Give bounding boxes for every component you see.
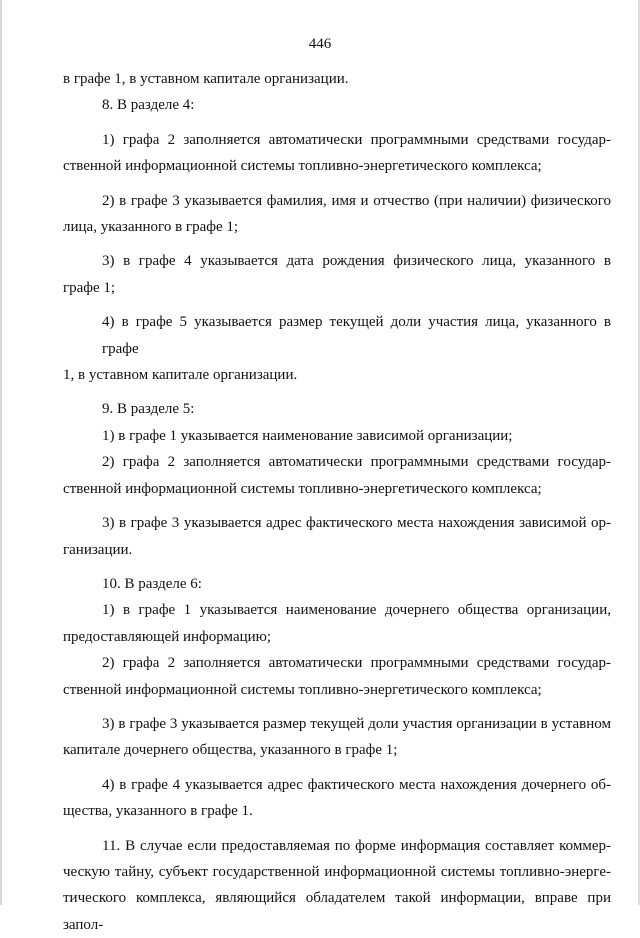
text-line: ственной информационной системы топливно-энергетического комплекса; (63, 480, 542, 497)
text-line: ственной информационной системы топливно-энергетического комплекса; (63, 158, 542, 175)
text-line: в графе 1, в уставном капитале организации. (63, 71, 349, 87)
text-line: графе 1; (63, 279, 116, 296)
text-line: 2) графа 2 заполняется автоматически программными средствами государ- (102, 655, 611, 672)
text-line: тического комплекса, являющийся обладателем такой информации, вправе при запол- (63, 890, 611, 933)
text-line: 4) в графе 4 указывается адрес фактического места нахождения дочернего об- (102, 776, 611, 793)
page-number: 446 (308, 36, 332, 52)
text-line: 1) графа 2 заполняется автоматически программными средствами государ- (102, 131, 611, 148)
text-line: 1) в графе 1 указывается наименование зависимой организации; (102, 427, 513, 444)
text-line: лица, указанного в графе 1; (63, 219, 239, 236)
text-line: 1) в графе 1 указывается наименование дочернего общества организации, (102, 602, 611, 619)
text-line: ческую тайну, субъект государственной информационной системы топливно-энерге- (63, 863, 611, 880)
text-line: 3) в графе 3 указывается размер текущей доли участия организации в уставном (102, 715, 611, 732)
text-line: 2) в графе 3 указывается фамилия, имя и отчество (при наличии) физического (102, 192, 611, 209)
text-line: 3) в графе 4 указывается дата рождения физического лица, указанного в (102, 253, 611, 270)
document-body (63, 66, 611, 938)
text-line: 1, в уставном капитале организации. (63, 367, 298, 384)
text-line: 3) в графе 3 указывается адрес фактического места нахождения зависимой ор- (102, 515, 611, 532)
text-line: ганизации. (63, 541, 133, 558)
text-line: 11. В случае если предоставляемая по форме информация составляет коммер- (102, 837, 611, 854)
text-line: щества, указанного в графе 1. (63, 803, 253, 820)
scan-edge-left (0, 0, 2, 905)
section-heading: 9. В разделе 5: (102, 401, 195, 418)
text-line: капитале дочернего общества, указанного в графе 1; (63, 742, 398, 759)
section-heading: 10. В разделе 6: (102, 575, 202, 592)
text-line: 2) графа 2 заполняется автоматически программными средствами государ- (102, 454, 611, 471)
text-line: 4) в графе 5 указывается размер текущей доли участия лица, указанного в графе (102, 314, 611, 357)
text-line: ственной информационной системы топливно-энергетического комплекса; (63, 681, 542, 698)
text-line: предоставляющей информацию; (63, 628, 272, 645)
section-heading: 8. В разделе 4: (102, 97, 195, 114)
